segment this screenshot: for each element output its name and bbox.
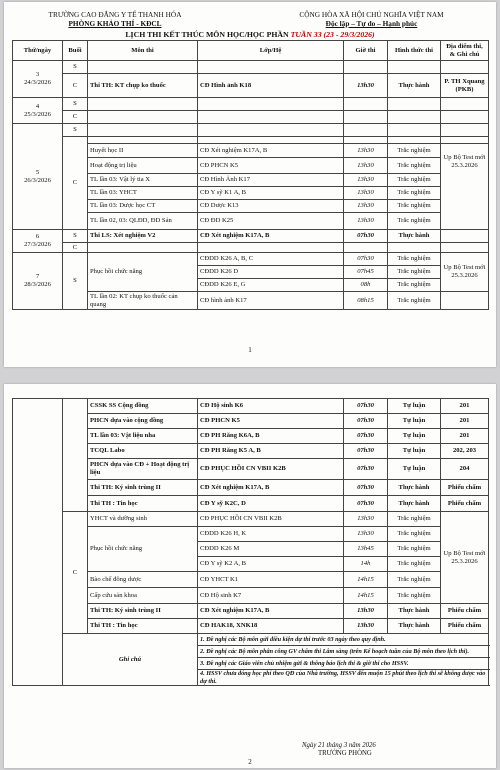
table-row: PHCN dựa vào cộng đồng CĐ PHCN K5 07h30 Tự luận 201: [13, 414, 489, 429]
school-name: TRƯỜNG CAO ĐẲNG Y TẾ THANH HÓA: [48, 10, 182, 19]
note-cell: Up Bộ Test mới 25.3.2026: [441, 253, 489, 292]
page-number-2: 2: [248, 758, 252, 766]
col-header-session: Buổi: [63, 41, 88, 61]
table-row: C: [13, 243, 489, 253]
note-item: 3. Đề nghị các Giáo viên chủ nhiệm gửi & thông báo lịch thi & giờ thi cho HSSV.: [198, 658, 489, 670]
table-row: TL lần 03: YHCT CĐ Y sỹ K1 A, B 13h30 Trắc nghiệm: [13, 187, 489, 200]
note-cell: Up Bộ Test mới 25.3.2026: [441, 512, 489, 604]
table-row: TL lần 03: Vật lý tia X CĐ Hình Ảnh K17 13h30 Trắc nghiệm: [13, 174, 489, 187]
day-cell: 5 26/3/2026: [13, 124, 63, 230]
col-header-class: Lớp/Hệ: [198, 41, 344, 61]
page-2: [4, 384, 496, 768]
table-row: Thi TH : Tin học CĐ HAK18, XNK18 13h30 Thực hành Phiếu chấm: [13, 619, 489, 634]
week-label: TUẦN 33 (23 - 29/3/2026): [290, 30, 375, 39]
note-item: 2. Đề nghị các Bộ môn phân công GV chấm thi Lâm sàng (trên Kế hoạch tuần của Bộ môn theo lịch thi).: [198, 646, 489, 658]
table-row: Cấp cứu sản khoa CĐ Hộ sinh K7 14h15 Trắc nghiệm: [13, 588, 489, 604]
table-row: TL lần 03: Dược học CT CĐ Dược K13 13h30 Trắc nghiệm: [13, 200, 489, 213]
table-row: Huyết học II CĐ Xét nghiệm K17A, B 13h30 Trắc nghiệm Up Bộ Test mới 25.3.2026: [13, 144, 489, 158]
table-row: CĐDD K26 D 07h45 Trắc nghiệm: [13, 266, 489, 279]
table-header-row: [13, 41, 489, 61]
table-row: Thi TH: Ký sinh trùng II CĐ Xét nghiệm K17A, B 07h30 Thực hành Phiếu chấm: [13, 480, 489, 496]
table-row: 3 24/3/2026 S: [13, 61, 489, 74]
table-row: C YHCT và dưỡng sinh CĐ PHỤC HỒI CN VBII K2B 13h30 Trắc nghiệm Up Bộ Test mới 25.3.2026: [13, 512, 489, 527]
col-header-form: Hình thức thi: [388, 41, 441, 61]
table-row: Phục hồi chức năng CĐDD K26 H, K 13h30 Trắc nghiệm: [13, 527, 489, 542]
table-row: CĐ Y sỹ K2 A, B 14h Trắc nghiệm: [13, 557, 489, 572]
exam-schedule-table-2: [12, 398, 489, 686]
document-title: LỊCH THI KẾT THÚC MÔN HỌC/HỌC PHẦN TUẦN 33 (23 - 29/3/2026): [125, 30, 375, 39]
note-cell: Up Bộ Test mới 25.3.2026: [441, 144, 489, 230]
table-row: C: [13, 111, 489, 124]
day-cell: 6 27/3/2026: [13, 230, 63, 253]
page-1: [4, 2, 496, 367]
day-cell: 4 25/3/2026: [13, 98, 63, 124]
table-row: Thi TH : Tin học CĐ Y sỹ K2C, D 07h30 Thực hành Phiếu chấm: [13, 496, 489, 512]
col-header-subject: Môn thi: [88, 41, 198, 61]
table-row: 4 25/3/2026 S: [13, 98, 489, 111]
signature-role: TRƯỞNG PHÒNG: [318, 750, 372, 757]
table-row: 6 27/3/2026 S Thi LS: Xét nghiệm V2 CĐ Xét nghiệm K17A, B 07h30 Thực hành: [13, 230, 489, 243]
table-row: 5 26/3/2026 S: [13, 124, 489, 137]
table-row: TCQL Labo CĐ PH Răng K5 A, B 07h30 Tự luận 202, 203: [13, 444, 489, 459]
note-item: 1. Đề nghị các Bộ môn gửi điều kiện dự thi trước 03 ngày theo quy định.: [198, 634, 489, 646]
motto: Độc lập – Tự do – Hạnh phúc: [325, 19, 418, 28]
table-row: 7 28/3/2026 S Phục hồi chức năng CĐDD K26 A, B, C 07h30 Trắc nghiệm Up Bộ Test mới 25.3.2026: [13, 253, 489, 266]
department-name: PHÒNG KHẢO THÍ - KĐCL: [68, 19, 162, 28]
signature-date: Ngày 21 tháng 3 năm 2026: [302, 742, 376, 749]
country-name: CỘNG HÒA XÃ HỘI CHỦ NGHĨA VIỆT NAM: [299, 10, 444, 19]
note-item: 4. HSSV chưa đóng học phí theo QĐ của Nhà trường, HSSV đến muộn 15 phút theo lịch thi sẽ không được vào dự thi.: [198, 670, 489, 686]
table-row: TL lần 03: Vật liệu nha CĐ PH Răng K6A, B 07h30 Tự luận 201: [13, 429, 489, 444]
table-row: C Thi TH: KT chụp ko thuốc CĐ Hình ảnh K18 13h30 Thực hành P. TH Xquang (PKB): [13, 74, 489, 98]
col-header-day: Thứ/ngày: [13, 41, 63, 61]
table-row: PHCN dựa vào CĐ + Hoạt động trị liệu CĐ PHỤC HỒI CN VBII K2B 07h30 Tự luận 204: [13, 459, 489, 480]
table-row: CĐDD K26 M 13h45 Trắc nghiệm: [13, 542, 489, 557]
table-row: Hoạt động trị liệu CĐ PHCN K5 13h30 Trắc nghiệm: [13, 158, 489, 174]
table-row: TL lần 02, 03: QLĐD, ĐD Sản CĐ ĐD K25 13h30 Trắc nghiệm: [13, 213, 489, 230]
page-number: 1: [248, 346, 252, 354]
day-cell: 3 24/3/2026: [13, 61, 63, 98]
table-row: TL lần 02: KT chụp ko thuốc cản quang CĐ hình ảnh K17 08h15 Trắc nghiệm: [13, 292, 489, 310]
table-row: CSSK SS Cộng đồng CĐ Hộ sinh K6 07h30 Tự luận 201: [13, 399, 489, 414]
table-row: Thi TH: Ký sinh trùng II CĐ Xét nghiệm K17A, B 13h30 Thực hành Phiếu chấm: [13, 604, 489, 619]
day-cell: 7 28/3/2026: [13, 253, 63, 310]
col-header-time: Giờ thi: [344, 41, 388, 61]
col-header-place: Địa điểm thi, & Ghi chú: [441, 41, 489, 61]
notes-row: [13, 634, 489, 646]
table-row: CĐDD K26 E, G 08h Trắc nghiệm: [13, 279, 489, 292]
table-row: Bào chế đông dược CĐ YHCT K1 14h15 Trắc nghiệm: [13, 572, 489, 588]
exam-schedule-table-1: Thứ/ngày Buổi Môn thi Lớp/Hệ Giờ thi Hình thức thi Địa điểm thi, & Ghi chú 3 24/3/2026 S C Thi TH: KT chụp ko thuốc CĐ Hình ảnh K18 13h30 Thực hành P. TH Xquang (PKB) 4 25/3/2026 S C 5 26/3/2026 S C Huyết học II CĐ Xét nghiệm K17A, B 13h30 Trắc nghiệm Up Bộ Test mới 25.3.2026 Hoạt động trị liệu CĐ PHCN K5 13h30 Trắc nghiệm TL lần 03: Vật lý tia X CĐ Hình Ảnh K17 13h30 Trắc nghiệm TL lần 03: YHCT CĐ Y sỹ K1 A, B 13h30 Trắc nghiệm TL lần 03: Dược học CT CĐ Dược K13 13h30 Trắc nghiệm TL lần 02, 03: QLĐD, ĐD Sản CĐ ĐD K25 13h30 Trắc nghiệm 6 27/3/2026 S Thi LS: Xét nghiệm V2 CĐ Xét nghiệm K17A, B 07h30 Thực hành C 7 28/3/2026 S Phục hồi chức năng CĐDD K26 A, B, C 07h30 Trắc nghiệm Up Bộ Test mới 25.3.2026 CĐDD K26 D 07h45 Trắc nghiệm CĐDD K26 E, G 08h Trắc nghiệm TL lần 02: KT chụp ko thuốc cản quang CĐ hình ảnh K17 08h15 Trắc nghiệm: [12, 40, 489, 310]
notes-label: Ghi chú: [63, 634, 198, 686]
